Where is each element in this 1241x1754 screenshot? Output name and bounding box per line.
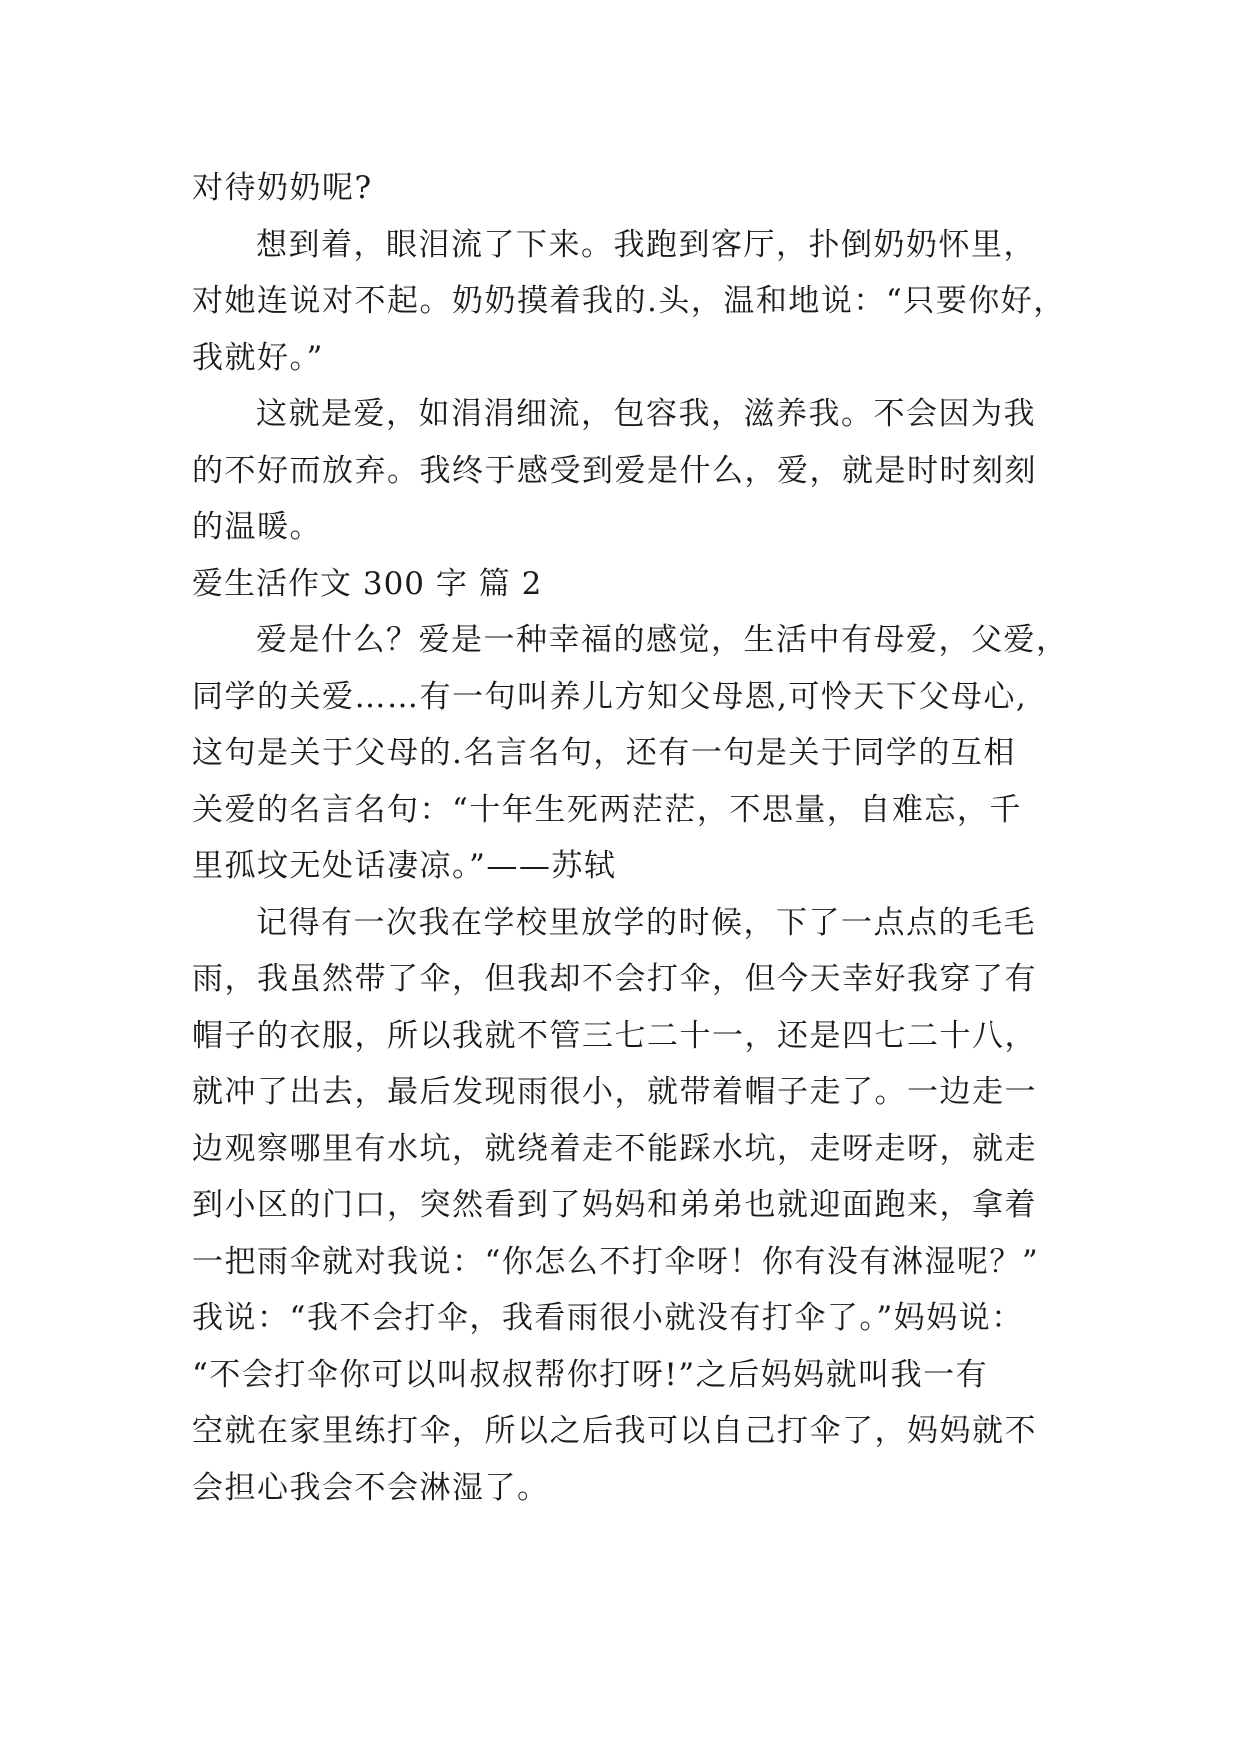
document-body xyxy=(192,160,1072,1516)
text-line: 空就在家里练打伞，所以之后我可以自己打伞了，妈妈就不 xyxy=(192,1413,1037,1449)
text-line: 会担心我会不会淋湿了。 xyxy=(192,1469,550,1506)
text-line: 里孤坟无处话凄凉。”——苏轼 xyxy=(192,848,617,884)
text-line: 帽子的衣服，所以我就不管三七二十一，还是四七二十八， xyxy=(192,1017,1037,1054)
paragraph-start-line: 爱是什么？爱是一种幸福的感觉，生活中有母爱，父爱， xyxy=(256,622,1069,658)
text-line: 的不好而放弃。我终于感受到爱是什么，爱，就是时时刻刻 xyxy=(192,452,1037,489)
text-line: 的温暖。 xyxy=(192,509,322,545)
text-line: 对她连说对不起。奶奶摸着我的.头，温和地说：“只要你好， xyxy=(192,283,1066,319)
paragraph-start-line: 想到着，眼泪流了下来。我跑到客厅，扑倒奶奶怀里， xyxy=(256,226,1036,263)
text-line: 到小区的门口，突然看到了妈妈和弟弟也就迎面跑来，拿着 xyxy=(192,1187,1037,1223)
section-heading: 爱生活作文 300 字 篇 2 xyxy=(192,565,543,602)
text-line: “不会打伞你可以叫叔叔帮你打呀!”之后妈妈就叫我一有 xyxy=(192,1356,989,1393)
text-line: 对待奶奶呢? xyxy=(192,170,373,206)
paragraph-start-line: 这就是爱，如涓涓细流，包容我，滋养我。不会因为我 xyxy=(256,396,1036,432)
text-line: 我就好。” xyxy=(192,339,324,376)
text-line: 边观察哪里有水坑，就绕着走不能踩水坑，走呀走呀，就走 xyxy=(192,1130,1037,1167)
text-line: 雨，我虽然带了伞，但我却不会打伞，但今天幸好我穿了有 xyxy=(192,961,1037,997)
text-line: 这句是关于父母的.名言名句，还有一句是关于同学的互相 xyxy=(192,735,1016,771)
text-line: 同学的关爱……有一句叫养儿方知父母恩,可怜天下父母心, xyxy=(192,678,1028,715)
text-line: 就冲了出去，最后发现雨很小，就带着帽子走了。一边走一 xyxy=(192,1074,1037,1110)
paragraph-start-line: 记得有一次我在学校里放学的时候，下了一点点的毛毛 xyxy=(256,904,1036,941)
text-line: 一把雨伞就对我说：“你怎么不打伞呀！你有没有淋湿呢？” xyxy=(192,1243,1040,1280)
text-line: 我说：“我不会打伞，我看雨很小就没有打伞了。”妈妈说： xyxy=(192,1300,1024,1336)
text-line: 关爱的名言名句：“十年生死两茫茫，不思量，自难忘，千 xyxy=(192,791,1022,828)
